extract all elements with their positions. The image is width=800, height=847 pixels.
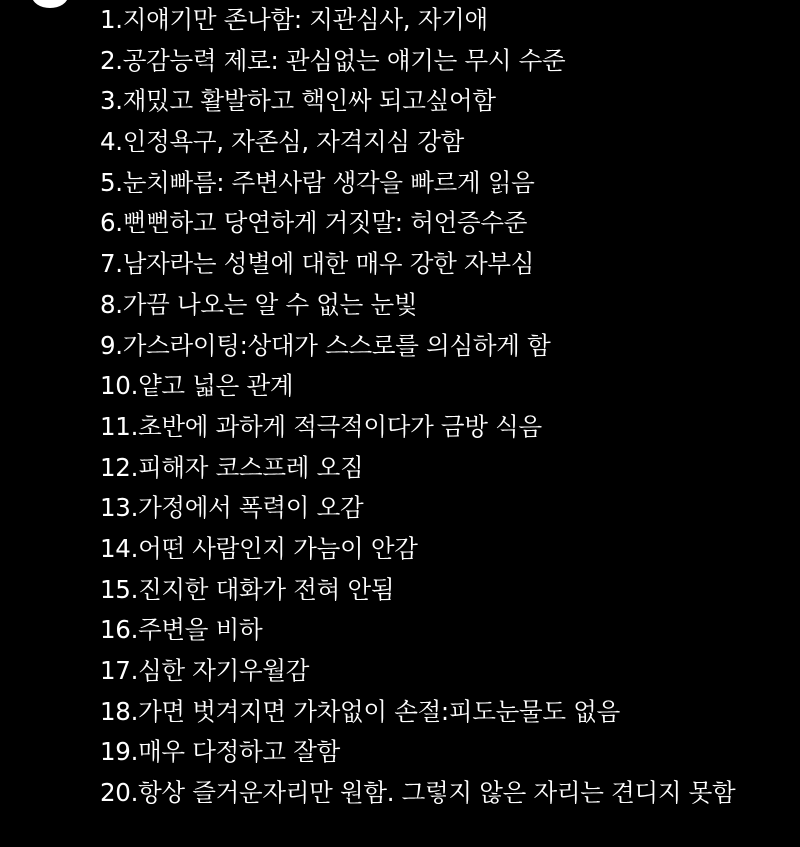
list-item: 4.인정욕구, 자존심, 자격지심 강함 — [100, 127, 464, 157]
list-item: 7.남자라는 성별에 대한 매우 강한 자부심 — [100, 249, 535, 279]
list-item: 20.항상 즐거운자리만 원함. 그렇지 않은 자리는 견디지 못함 — [100, 778, 736, 808]
list-item: 2.공감능력 제로: 관심없는 얘기는 무시 수준 — [100, 45, 566, 75]
list-item: 9.가스라이팅:상대가 스스로를 의심하게 함 — [100, 330, 551, 360]
list-item: 14.어떤 사람인지 가늠이 안감 — [100, 533, 418, 563]
list-item: 15.진지한 대화가 전혀 안됨 — [100, 574, 395, 604]
list-item: 13.가정에서 폭력이 오감 — [100, 493, 364, 523]
list-item: 18.가면 벗겨지면 가차없이 손절:피도눈물도 없음 — [100, 696, 620, 726]
list-item: 12.피해자 코스프레 오짐 — [100, 452, 364, 482]
list-item: 10.얕고 넓은 관계 — [100, 371, 294, 401]
list-item: 8.가끔 나오는 알 수 없는 눈빛 — [100, 289, 418, 319]
list-item: 6.뻔뻔하고 당연하게 거짓말: 허언증수준 — [100, 208, 528, 238]
list-item: 3.재밌고 활발하고 핵인싸 되고싶어함 — [100, 86, 496, 116]
list-item: 5.눈치빠름: 주변사람 생각을 빠르게 읽음 — [100, 167, 535, 197]
list-item: 19.매우 다정하고 잘함 — [100, 737, 340, 767]
avatar[interactable] — [32, 0, 68, 8]
post-text-list — [100, 0, 790, 814]
list-item: 16.주변을 비하 — [100, 615, 263, 645]
list-item: 11.초반에 과하게 적극적이다가 금방 식음 — [100, 411, 542, 441]
list-item: 1.지얘기만 존나함: 지관심사, 자기애 — [100, 5, 488, 34]
list-item: 17.심한 자기우월감 — [100, 656, 310, 685]
